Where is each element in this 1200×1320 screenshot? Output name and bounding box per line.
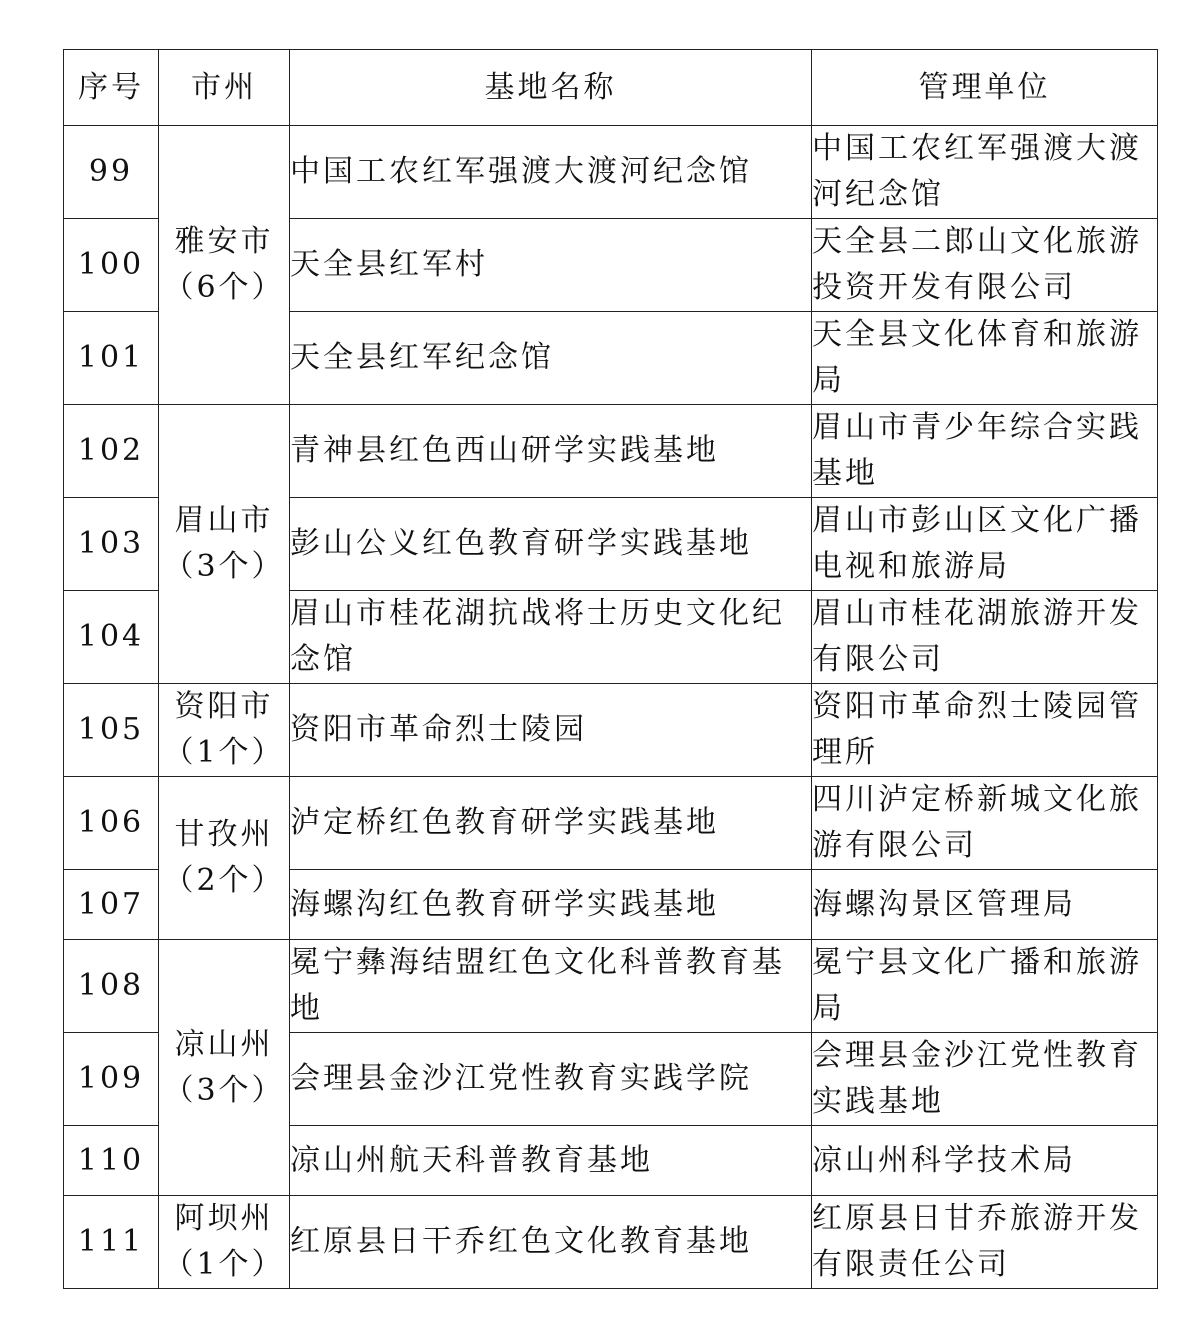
managing-unit: 资阳市革命烈士陵园管理所: [812, 684, 1158, 777]
site-name: 会理县金沙江党性教育实践学院: [290, 1033, 812, 1126]
site-name: 红原县日干乔红色文化教育基地: [290, 1196, 812, 1289]
row-number: 109: [64, 1033, 159, 1126]
site-name: 彭山公义红色教育研学实践基地: [290, 498, 812, 591]
managing-unit: 会理县金沙江党性教育实践基地: [812, 1033, 1158, 1126]
city-cell: [159, 940, 290, 1196]
table-row: [64, 1196, 1158, 1289]
managing-unit: 眉山市青少年综合实践基地: [812, 405, 1158, 498]
city-name: 资阳市: [174, 689, 274, 724]
managing-unit: 天全县文化体育和旅游局: [812, 312, 1158, 405]
managing-unit: 四川泸定桥新城文化旅游有限公司: [812, 777, 1158, 870]
row-number: 111: [64, 1196, 159, 1289]
table-row: [64, 777, 1158, 870]
site-name: 天全县红军村: [290, 219, 812, 312]
row-number: 108: [64, 940, 159, 1033]
managing-unit: 眉山市桂花湖旅游开发有限公司: [812, 591, 1158, 684]
header-unit: 管理单位: [812, 50, 1158, 126]
sites-table: [63, 49, 1158, 1289]
table-row: [64, 126, 1158, 219]
managing-unit: 天全县二郎山文化旅游投资开发有限公司: [812, 219, 1158, 312]
site-name: 泸定桥红色教育研学实践基地: [290, 777, 812, 870]
city-name: 眉山市: [174, 503, 274, 538]
table-row: [64, 405, 1158, 498]
row-number: 100: [64, 219, 159, 312]
site-name: 凉山州航天科普教育基地: [290, 1126, 812, 1196]
city-count: （6个）: [163, 270, 285, 305]
managing-unit: 眉山市彭山区文化广播电视和旅游局: [812, 498, 1158, 591]
managing-unit: 冕宁县文化广播和旅游局: [812, 940, 1158, 1033]
managing-unit: 海螺沟景区管理局: [812, 870, 1158, 940]
row-number: 104: [64, 591, 159, 684]
managing-unit: 中国工农红军强渡大渡河纪念馆: [812, 126, 1158, 219]
table-row: [64, 940, 1158, 1033]
site-name: 资阳市革命烈士陵园: [290, 684, 812, 777]
city-count: （3个）: [163, 549, 285, 584]
city-cell: [159, 777, 290, 940]
city-count: （1个）: [163, 735, 285, 770]
city-cell: [159, 126, 290, 405]
row-number: 102: [64, 405, 159, 498]
row-number: 106: [64, 777, 159, 870]
header-name: 基地名称: [290, 50, 812, 126]
city-name: 雅安市: [174, 224, 274, 259]
city-count: （2个）: [163, 863, 285, 898]
row-number: 107: [64, 870, 159, 940]
table-row: [64, 684, 1158, 777]
city-cell: [159, 684, 290, 777]
row-number: 110: [64, 1126, 159, 1196]
row-number: 105: [64, 684, 159, 777]
header-seq: 序号: [64, 50, 159, 126]
city-name: 凉山州: [174, 1026, 274, 1062]
site-name: 青神县红色西山研学实践基地: [290, 405, 812, 498]
site-name: 天全县红军纪念馆: [290, 312, 812, 405]
row-number: 101: [64, 312, 159, 405]
managing-unit: 红原县日甘乔旅游开发有限责任公司: [812, 1196, 1158, 1289]
site-name: 冕宁彝海结盟红色文化科普教育基地: [290, 940, 812, 1033]
city-count: （3个）: [163, 1072, 285, 1108]
site-name: 海螺沟红色教育研学实践基地: [290, 870, 812, 940]
row-number: 99: [64, 126, 159, 219]
city-cell: [159, 1196, 290, 1289]
row-number: 103: [64, 498, 159, 591]
managing-unit: 凉山州科学技术局: [812, 1126, 1158, 1196]
site-name: 中国工农红军强渡大渡河纪念馆: [290, 126, 812, 219]
site-name: 眉山市桂花湖抗战将士历史文化纪念馆: [290, 591, 812, 684]
city-name: 阿坝州: [174, 1201, 274, 1236]
city-name: 甘孜州: [174, 817, 274, 852]
header-city: 市州: [159, 50, 290, 126]
header-row: [64, 50, 1158, 126]
city-cell: [159, 405, 290, 684]
city-count: （1个）: [163, 1247, 285, 1282]
